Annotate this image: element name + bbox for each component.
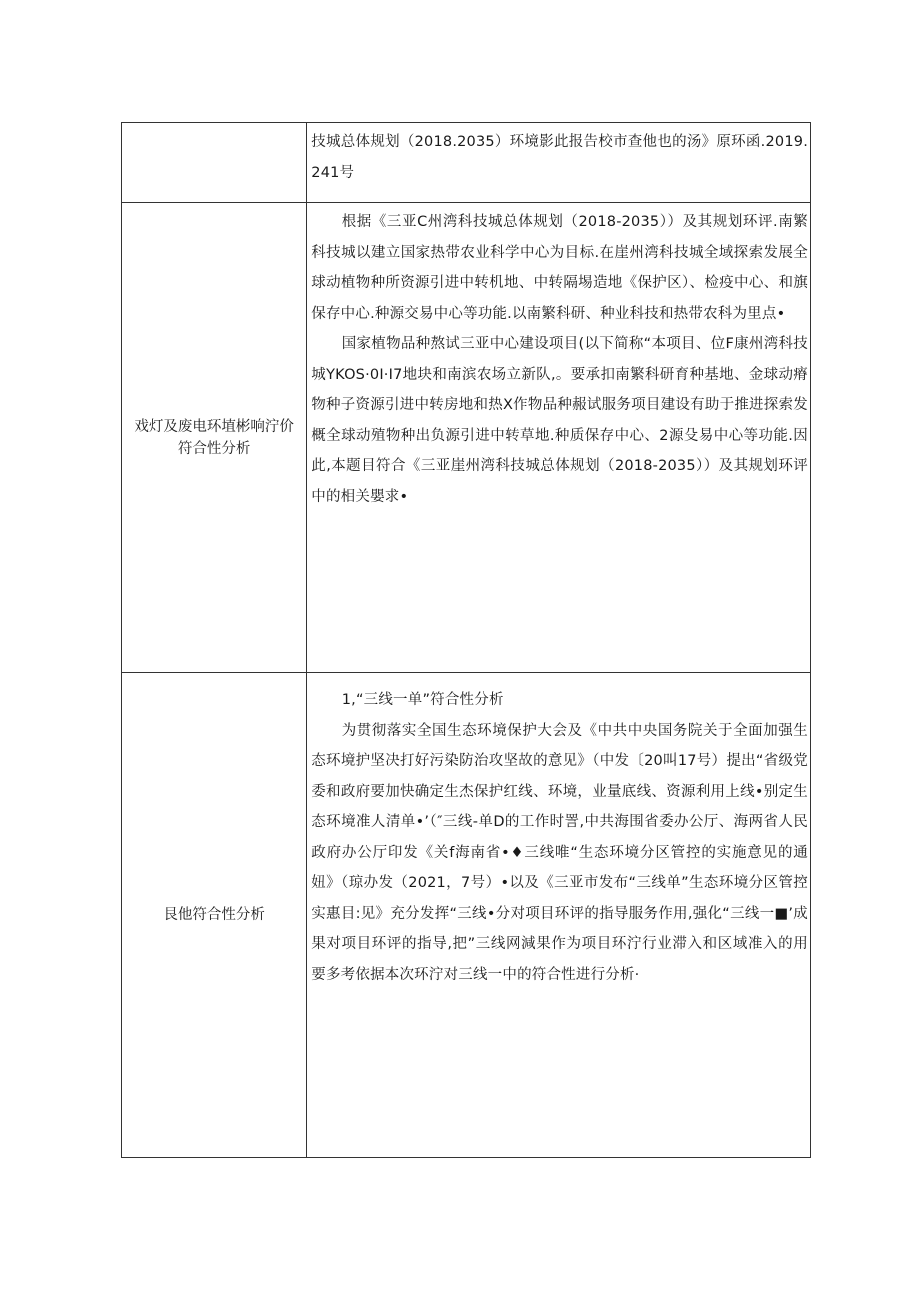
row-label-line: 戏灯及废电环埴彬响泞价 [134,418,294,435]
row-label-cell [122,673,307,1158]
row-label-cell [122,203,307,673]
paragraph: 为贯彻落实全国生态环境保护大会及《中共中央国务院关于全面加强生态环境护坚决打好污染防治攻坚故的意见》（中发〔20叫17号）提出“省级党委和政府要加快确定生杰保护红线、环境，业量底线、资源利用上线•别定生态环境准人清单•’（″三线-单D的工作时詈,中共海围省委办公厅、海两省人民政府办公厅印发《关f海南省•♦三线唯“生态环境分区管控的实施意见的通妞》（琼办发（2021，7号）•以及《三亚市发布“三线单”生态环境分区管控实惠目:见》充分发挥“三线•分对项目环评的指导服务作用,强化“三线一■’成果对项目环评的指导,把”三线网減果作为项目环泞行业滞入和区域准入的用要多考依据本次环泞对三线一中的符合性进行分析· [311,722,808,983]
paragraph: 国家植物品种熬试三亚中心建设项目(以下简称“本项目、位F康州湾科技城YKOS·0I·I7地块和南滨农场立新队,。要承扣南繁科研育种基地、金球动瘠物种子资源引进中转房地和热X作物品种赧试服务项目建设有助于推进探索发概全球动殖物种出负源引进中转草地.种质保存中心、2源殳易中心等功能.因此,本题目符合《三亚崖州湾科技城总体规划（2018-2035））及其规划环评中的相关嬰求• [311,336,808,505]
document-table [121,122,811,1158]
row-content-cell [307,123,811,203]
row-label-cell [122,123,307,203]
row-label-line: 艮他符合性分析 [163,907,265,923]
row-label-line: 符合性分析 [177,440,251,457]
paragraph: 技城总体规划（2018.2035）环境影此报告校市查他也的汤》原环函.2019.241号 [311,134,808,181]
row-content-cell [307,203,811,673]
table-row [122,123,811,203]
paragraph: 根据《三亚C州湾科技城总体规划（2018-2035））及其规划环评.南繁科技城以建立国家热带农业科学中心为目标.在崖州湾科技城全域探索发展全球动植物种所资源引进中转机地、中转隔埸造地《保护区）、检疫中心、和旗保存中心.种源交易中心等功能.以南繁科研、种业科技和热带农科为里点• [311,214,808,322]
table-row [122,673,811,1158]
section-heading: 1,“三线一单”符合性分析 [341,692,504,708]
table-row [122,203,811,673]
row-content-cell [307,673,811,1158]
